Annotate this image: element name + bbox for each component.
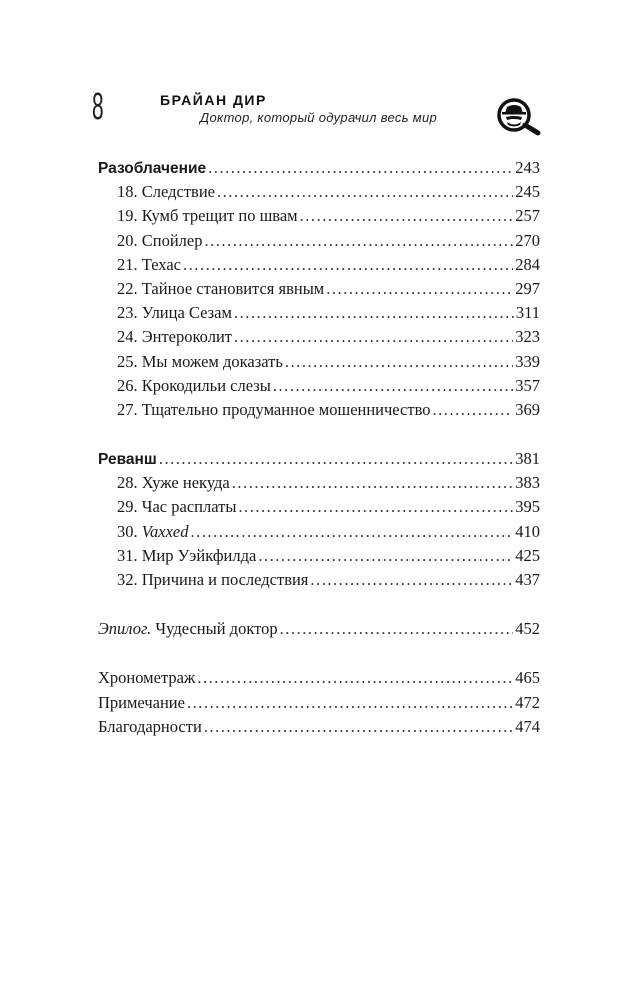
toc-chapter-row[interactable] <box>98 520 540 544</box>
epilogue-title: Чудесный доктор <box>155 619 278 639</box>
dot-leader <box>238 495 513 519</box>
toc-page-number: 323 <box>515 327 540 347</box>
dot-leader <box>217 180 513 204</box>
dot-leader <box>326 277 513 301</box>
toc-chapter-label: 27. Тщательно продуманное мошенничество <box>117 399 431 419</box>
toc-backmatter-label: Примечание <box>98 692 185 712</box>
dot-leader <box>190 520 513 544</box>
toc-chapter-label: 19. Кумб трещит по швам <box>117 206 298 226</box>
chapter-number: 30. <box>117 521 138 541</box>
epilogue-prefix: Эпилог. <box>98 619 152 639</box>
toc-chapter-label: 32. Причина и последствия <box>117 570 309 589</box>
toc-chapter-row[interactable] <box>98 495 540 519</box>
toc-chapter-row[interactable] <box>98 277 540 301</box>
book-title: Доктор, который одурачил весь мир <box>200 110 438 125</box>
dot-leader <box>258 544 513 568</box>
toc-backmatter-label: Благодарности <box>98 716 202 736</box>
dot-leader <box>183 253 513 277</box>
toc-chapter-row[interactable] <box>98 471 540 495</box>
toc-page-number: 357 <box>515 375 540 395</box>
toc-page-number: 410 <box>515 521 540 541</box>
dot-leader <box>208 156 513 180</box>
dot-leader <box>280 617 514 641</box>
toc-chapter-label: 31. Мир Уэйкфилда <box>117 545 257 565</box>
dot-leader <box>204 715 513 739</box>
toc-chapter-row[interactable] <box>98 568 540 592</box>
toc-page-number: 369 <box>515 399 540 419</box>
toc-page-number: 437 <box>515 570 540 589</box>
toc-page-number: 472 <box>515 692 540 712</box>
toc-backmatter-row[interactable] <box>98 666 540 690</box>
dot-leader <box>159 447 513 471</box>
toc-chapter-row[interactable] <box>98 204 540 228</box>
running-header <box>0 0 619 140</box>
detective-magnifier-icon <box>494 96 548 136</box>
toc-part-title: Реванш <box>98 451 157 469</box>
toc-part-row[interactable] <box>98 156 540 180</box>
toc-chapter-label: 23. Улица Сезам <box>117 303 232 323</box>
toc-chapter-label: 24. Энтероколит <box>117 327 232 347</box>
table-of-contents <box>98 156 540 739</box>
author-name: БРАЙАН ДИР <box>160 92 267 108</box>
toc-chapter-label: 25. Мы можем доказать <box>117 351 283 371</box>
toc-page-number: 311 <box>515 303 540 323</box>
toc-chapter-label: 28. Хуже некуда <box>117 473 230 493</box>
dot-leader <box>310 568 513 592</box>
toc-chapter-label: 18. Следствие <box>117 182 215 202</box>
dot-leader <box>300 204 514 228</box>
toc-page-number: 381 <box>515 449 540 469</box>
dot-leader <box>433 398 514 422</box>
toc-page-number: 297 <box>515 278 540 298</box>
dot-leader <box>204 229 513 253</box>
toc-page-number: 465 <box>515 668 540 688</box>
toc-chapter-label: 29. Час расплаты <box>117 497 237 517</box>
toc-epilogue-label <box>98 617 278 641</box>
toc-backmatter-row[interactable] <box>98 715 540 739</box>
dot-leader <box>273 374 513 398</box>
toc-part-title: Разоблачение <box>98 160 207 177</box>
section-gap <box>98 422 540 447</box>
toc-backmatter-row[interactable] <box>98 691 540 715</box>
toc-chapter-row[interactable] <box>98 325 540 349</box>
toc-page-number: 425 <box>515 545 540 565</box>
toc-page-number: 284 <box>515 254 540 274</box>
toc-chapter-label <box>117 520 188 544</box>
section-gap <box>98 641 540 666</box>
section-gap <box>98 592 540 617</box>
toc-page-number: 474 <box>515 716 540 736</box>
toc-page-number: 395 <box>515 497 540 517</box>
toc-page-number: 452 <box>515 619 540 639</box>
toc-page-number: 383 <box>515 473 540 493</box>
dot-leader <box>234 301 514 325</box>
toc-chapter-row[interactable] <box>98 398 540 422</box>
toc-chapter-row[interactable] <box>98 180 540 204</box>
dot-leader <box>187 691 513 715</box>
toc-chapter-row[interactable] <box>98 350 540 374</box>
toc-page-number: 245 <box>515 182 540 202</box>
dot-leader <box>285 350 513 374</box>
toc-backmatter-label: Хронометраж <box>98 668 196 688</box>
chapter-title-italic: Vaxxed <box>141 521 189 541</box>
toc-chapter-label: 21. Техас <box>117 254 181 274</box>
page-number: 8 <box>92 86 105 128</box>
toc-chapter-label: 20. Спойлер <box>117 230 203 250</box>
toc-part-row[interactable] <box>98 447 540 471</box>
toc-chapter-label: 22. Тайное становится явным <box>117 278 325 298</box>
toc-page-number: 243 <box>515 158 540 177</box>
toc-chapter-row[interactable] <box>98 544 540 568</box>
dot-leader <box>197 666 513 690</box>
toc-epilogue-row[interactable] <box>98 617 540 641</box>
toc-chapter-row[interactable] <box>98 253 540 277</box>
toc-chapter-row[interactable] <box>98 374 540 398</box>
toc-page-number: 339 <box>515 351 540 371</box>
toc-chapter-row[interactable] <box>98 229 540 253</box>
dot-leader <box>232 471 514 495</box>
toc-chapter-row[interactable] <box>98 301 540 325</box>
toc-page-number: 270 <box>515 230 540 250</box>
toc-chapter-label: 26. Крокодильи слезы <box>117 375 271 395</box>
dot-leader <box>234 325 513 349</box>
toc-page-number: 257 <box>515 206 540 226</box>
